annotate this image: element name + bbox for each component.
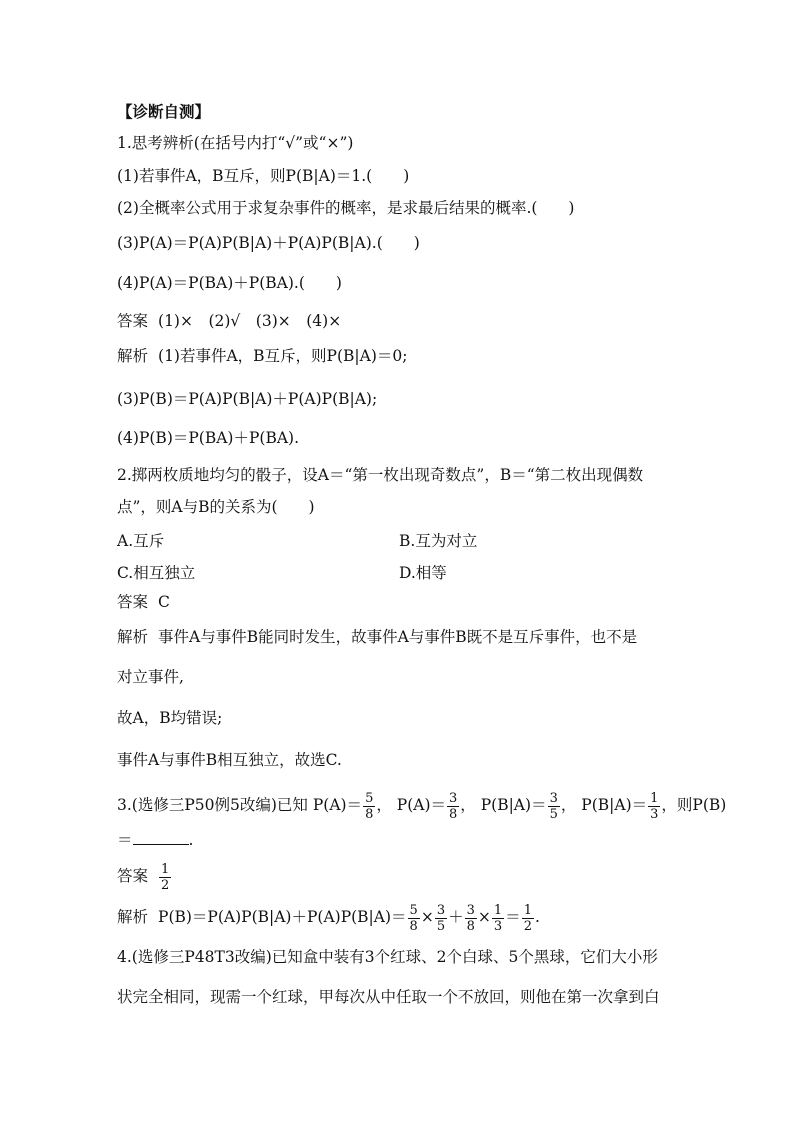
numerator: 3 [449,790,458,806]
denominator: 8 [409,918,418,934]
numerator: 5 [365,790,374,806]
numerator: 3 [436,902,446,918]
q2-stem-line1: 2.掷两枚质地均匀的骰子，设A＝“第一枚出现奇数点”，B＝“第二枚出现偶数 [117,466,644,484]
fraction [522,904,534,933]
q2-stem-line2: 点”，则A与B的关系为( ) [117,498,315,516]
fraction [447,792,459,821]
q2-option-c: C.相互独立 [117,564,196,582]
q3-period: . [188,831,194,849]
section-title: 【诊断自测】 [117,103,211,121]
q3-stem: 3.(选修三P50例5改编)已知 P(A)＝ $\frac{5}{8}$ ， P(A)＝ $\frac{3}{8}$ ， P(B|A)＝ $\frac{3}{5}$ ， P(B|A)＝ $\frac{1}{3}$ ，则P(B) [117,790,727,822]
analysis-label: 解析 [117,908,149,926]
q3-analysis: 解析 P(B)＝P(A)P(B|A)＋P(A)P(B|A)＝ $\frac{5}{8}$ × $\frac{3}{5}$ ＋ $\frac{3}{8}$ × $\frac{1}{3}$ ＝ $\frac{1}{2}$ . [117,902,540,934]
numerator: 1 [523,902,532,918]
denominator: 5 [436,918,446,934]
q2-analysis-1 [117,627,637,647]
denominator: 5 [549,806,558,822]
denominator: 8 [466,918,475,934]
fraction [435,904,447,933]
q2-analysis-4: 事件A与事件B相互独立，故选C. [117,751,342,769]
q3-equals: ＝ [117,831,133,849]
q3-answer [117,858,172,894]
q3-given-4: P(B|A)＝ [581,796,648,814]
q2-answer-text: C [158,593,170,611]
q1-item-3: (3)P(A)＝P(A)P(B|A)＋P(A)P(B|A).( ) [117,234,420,252]
numerator: 3 [549,790,558,806]
denominator: 8 [449,806,458,822]
numerator: 1 [493,902,503,918]
fraction [492,904,504,933]
q2-option-d: D.相等 [399,564,447,582]
q3-given-3: P(B|A)＝ [480,796,547,814]
answer-blank [133,830,189,845]
denominator: 3 [650,806,659,822]
fraction [465,904,477,933]
q2-analysis-3: 故A，B均错误; [117,709,223,727]
q2-analysis-text-1: 事件A与事件B能同时发生，故事件A与事件B既不是互斥事件，也不是 [158,628,638,646]
analysis-label: 解析 [117,628,149,646]
q1-analysis-1 [117,346,407,366]
fraction [648,792,660,821]
q2-option-b: B.互为对立 [399,532,478,550]
fraction [363,792,375,821]
q1-answer [117,311,341,331]
denominator: 8 [365,806,374,822]
q1-analysis-text-1: (1)若事件A，B互斥，则P(B|A)＝0; [158,347,408,365]
q1-item-4: (4)P(A)＝P(BA)＋P(BA).( ) [117,274,342,292]
fraction [548,792,560,821]
q3-blank-line [117,830,193,850]
q2-answer [117,592,170,612]
q4-line1: 4.(选修三P48T3改编)已知盒中装有3个红球、2个白球、5个黑球，它们大小形 [117,948,658,966]
fraction [408,904,420,933]
numerator: 3 [466,902,475,918]
q1-answer-text: (1)× (2)√ (3)× (4)× [158,312,342,330]
q1-item-2: (2)全概率公式用于求复杂事件的概率，是求最后结果的概率.( ) [117,199,575,217]
denominator: 2 [523,918,532,934]
q3-prefix: 3.(选修三P50例5改编)已知 [117,796,308,814]
q4-line2: 状完全相同，现需一个红球，甲每次从中任取一个不放回，则他在第一次拿到白 [117,988,660,1006]
q1-stem: 1.思考辨析(在括号内打“√”或“×”) [117,134,354,152]
q1-analysis-2: (3)P(B)＝P(A)P(B|A)＋P(A)P(B|A); [117,390,378,408]
q1-analysis-3: (4)P(B)＝P(BA)＋P(BA). [117,429,300,447]
q2-option-a: A.互斥 [117,532,165,550]
answer-label: 答案 [117,593,149,611]
answer-fraction [159,863,171,892]
numerator: 1 [161,861,170,877]
q1-item-1: (1)若事件A，B互斥，则P(B|A)＝1.( ) [117,167,410,185]
answer-label: 答案 [117,312,149,330]
denominator: 2 [161,877,170,893]
q3-ask: ，则P(B) [661,796,727,814]
q3-analysis-text: P(B)＝P(A)P(B|A)＋P(A)P(B|A)＝ [158,908,407,926]
q2-analysis-2: 对立事件, [117,668,184,686]
numerator: 5 [409,902,418,918]
denominator: 3 [493,918,503,934]
analysis-label: 解析 [117,347,149,365]
q3-given-2: P(A)＝ [396,796,446,814]
numerator: 1 [650,790,659,806]
answer-label: 答案 [117,867,149,885]
q3-given-1: P(A)＝ [312,796,363,814]
